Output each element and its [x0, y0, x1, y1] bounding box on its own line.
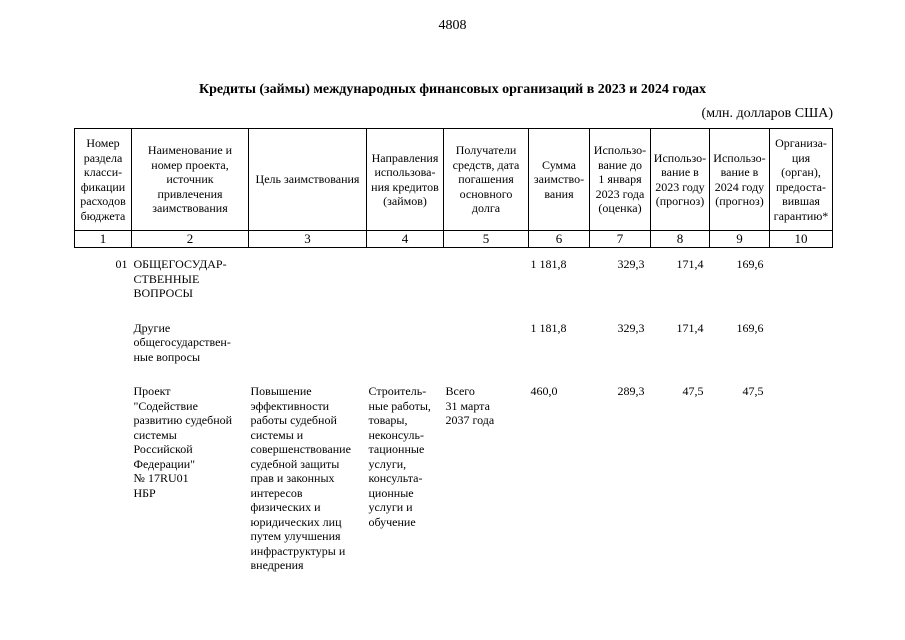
cell-use-2024: 169,6 — [736, 257, 764, 271]
header-recipients: Получатели средств, дата погашения основного долга — [444, 129, 529, 231]
header-use-2023: Использо- вание в 2023 году (прогноз) — [651, 129, 710, 231]
cell-recipients — [444, 257, 529, 301]
cell-used-before-2023: 289,3 — [617, 384, 645, 398]
cell-used-before-2023: 329,3 — [617, 320, 645, 335]
loans-table — [74, 128, 833, 573]
cell-purpose: Повышение эффективности работы судебной системы и совершенствование судебной защиты прав и законных интересов физических и юридических лиц путем улучшения инфраструктуры и внедрения — [250, 384, 351, 572]
cell-use-2023: 171,4 — [676, 320, 704, 335]
cell-directions — [367, 321, 444, 365]
cell-guarantor — [770, 321, 833, 365]
header-use-2024: Использо- вание в 2024 году (прогноз) — [710, 129, 770, 231]
column-number: 6 — [529, 231, 590, 248]
cell-amount: 460,0 — [530, 384, 558, 398]
table-row — [75, 257, 833, 301]
cell-directions — [367, 257, 444, 301]
cell-guarantor — [770, 384, 833, 573]
header-guarantor: Организа- ция (орган), предоста- вившая гарантию* — [770, 129, 833, 231]
page-number: 4808 — [438, 18, 467, 33]
cell-used-before-2023: 329,3 — [617, 257, 645, 271]
column-number: 4 — [367, 231, 444, 248]
column-number: 3 — [249, 231, 367, 248]
cell-use-2023: 171,4 — [676, 257, 704, 271]
column-number-row — [75, 231, 833, 248]
cell-use-2024: 47,5 — [742, 384, 764, 398]
cell-recipients — [444, 321, 529, 365]
cell-project-name: Другие общегосударствен- ные вопросы — [133, 320, 231, 364]
cell-use-2023: 47,5 — [682, 384, 704, 398]
units-note: (млн. долларов США) — [701, 106, 833, 121]
column-number: 1 — [75, 231, 132, 248]
column-number: 9 — [710, 231, 770, 248]
cell-directions: Строитель- ные работы, товары, неконсуль- тационные услуги, консульта- ционные услуги и обучение — [368, 384, 431, 529]
cell-purpose — [249, 257, 367, 301]
cell-purpose — [249, 321, 367, 365]
header-section-code: Номер раздела класси- фикации расходов бюджета — [75, 129, 132, 231]
cell-project-name: Проект "Содействие развитию судебной системы Российской Федерации" № 17RU01 НБР — [133, 384, 233, 500]
document-title: Кредиты (займы) международных финансовых организаций в 2023 и 2024 годах — [198, 82, 707, 97]
cell-section-code: 01 — [115, 257, 128, 271]
column-number: 7 — [590, 231, 651, 248]
cell-section-code — [75, 384, 132, 573]
column-number: 10 — [770, 231, 833, 248]
cell-amount: 1 181,8 — [530, 257, 567, 271]
header-directions: Направления использова- ния кредитов (займов) — [367, 129, 444, 231]
cell-amount: 1 181,8 — [530, 320, 567, 335]
header-project-name: Наименование и номер проекта, источник привлечения заимствования — [132, 129, 249, 231]
cell-recipients: Всего 31 марта 2037 года — [445, 384, 495, 427]
header-purpose: Цель заимствования — [249, 129, 367, 231]
cell-project-name: ОБЩЕГОСУДАР- СТВЕННЫЕ ВОПРОСЫ — [133, 257, 227, 300]
table-row — [75, 321, 833, 365]
header-amount: Сумма заимство- вания — [529, 129, 590, 231]
cell-section-code — [75, 321, 132, 365]
table-row — [75, 384, 833, 573]
cell-use-2024: 169,6 — [736, 320, 764, 335]
header-used-before-2023: Использо- вание до 1 января 2023 года (оценка) — [590, 129, 651, 231]
column-number: 5 — [444, 231, 529, 248]
column-number: 2 — [132, 231, 249, 248]
cell-guarantor — [770, 257, 833, 301]
column-number: 8 — [651, 231, 710, 248]
header-row — [75, 129, 833, 231]
